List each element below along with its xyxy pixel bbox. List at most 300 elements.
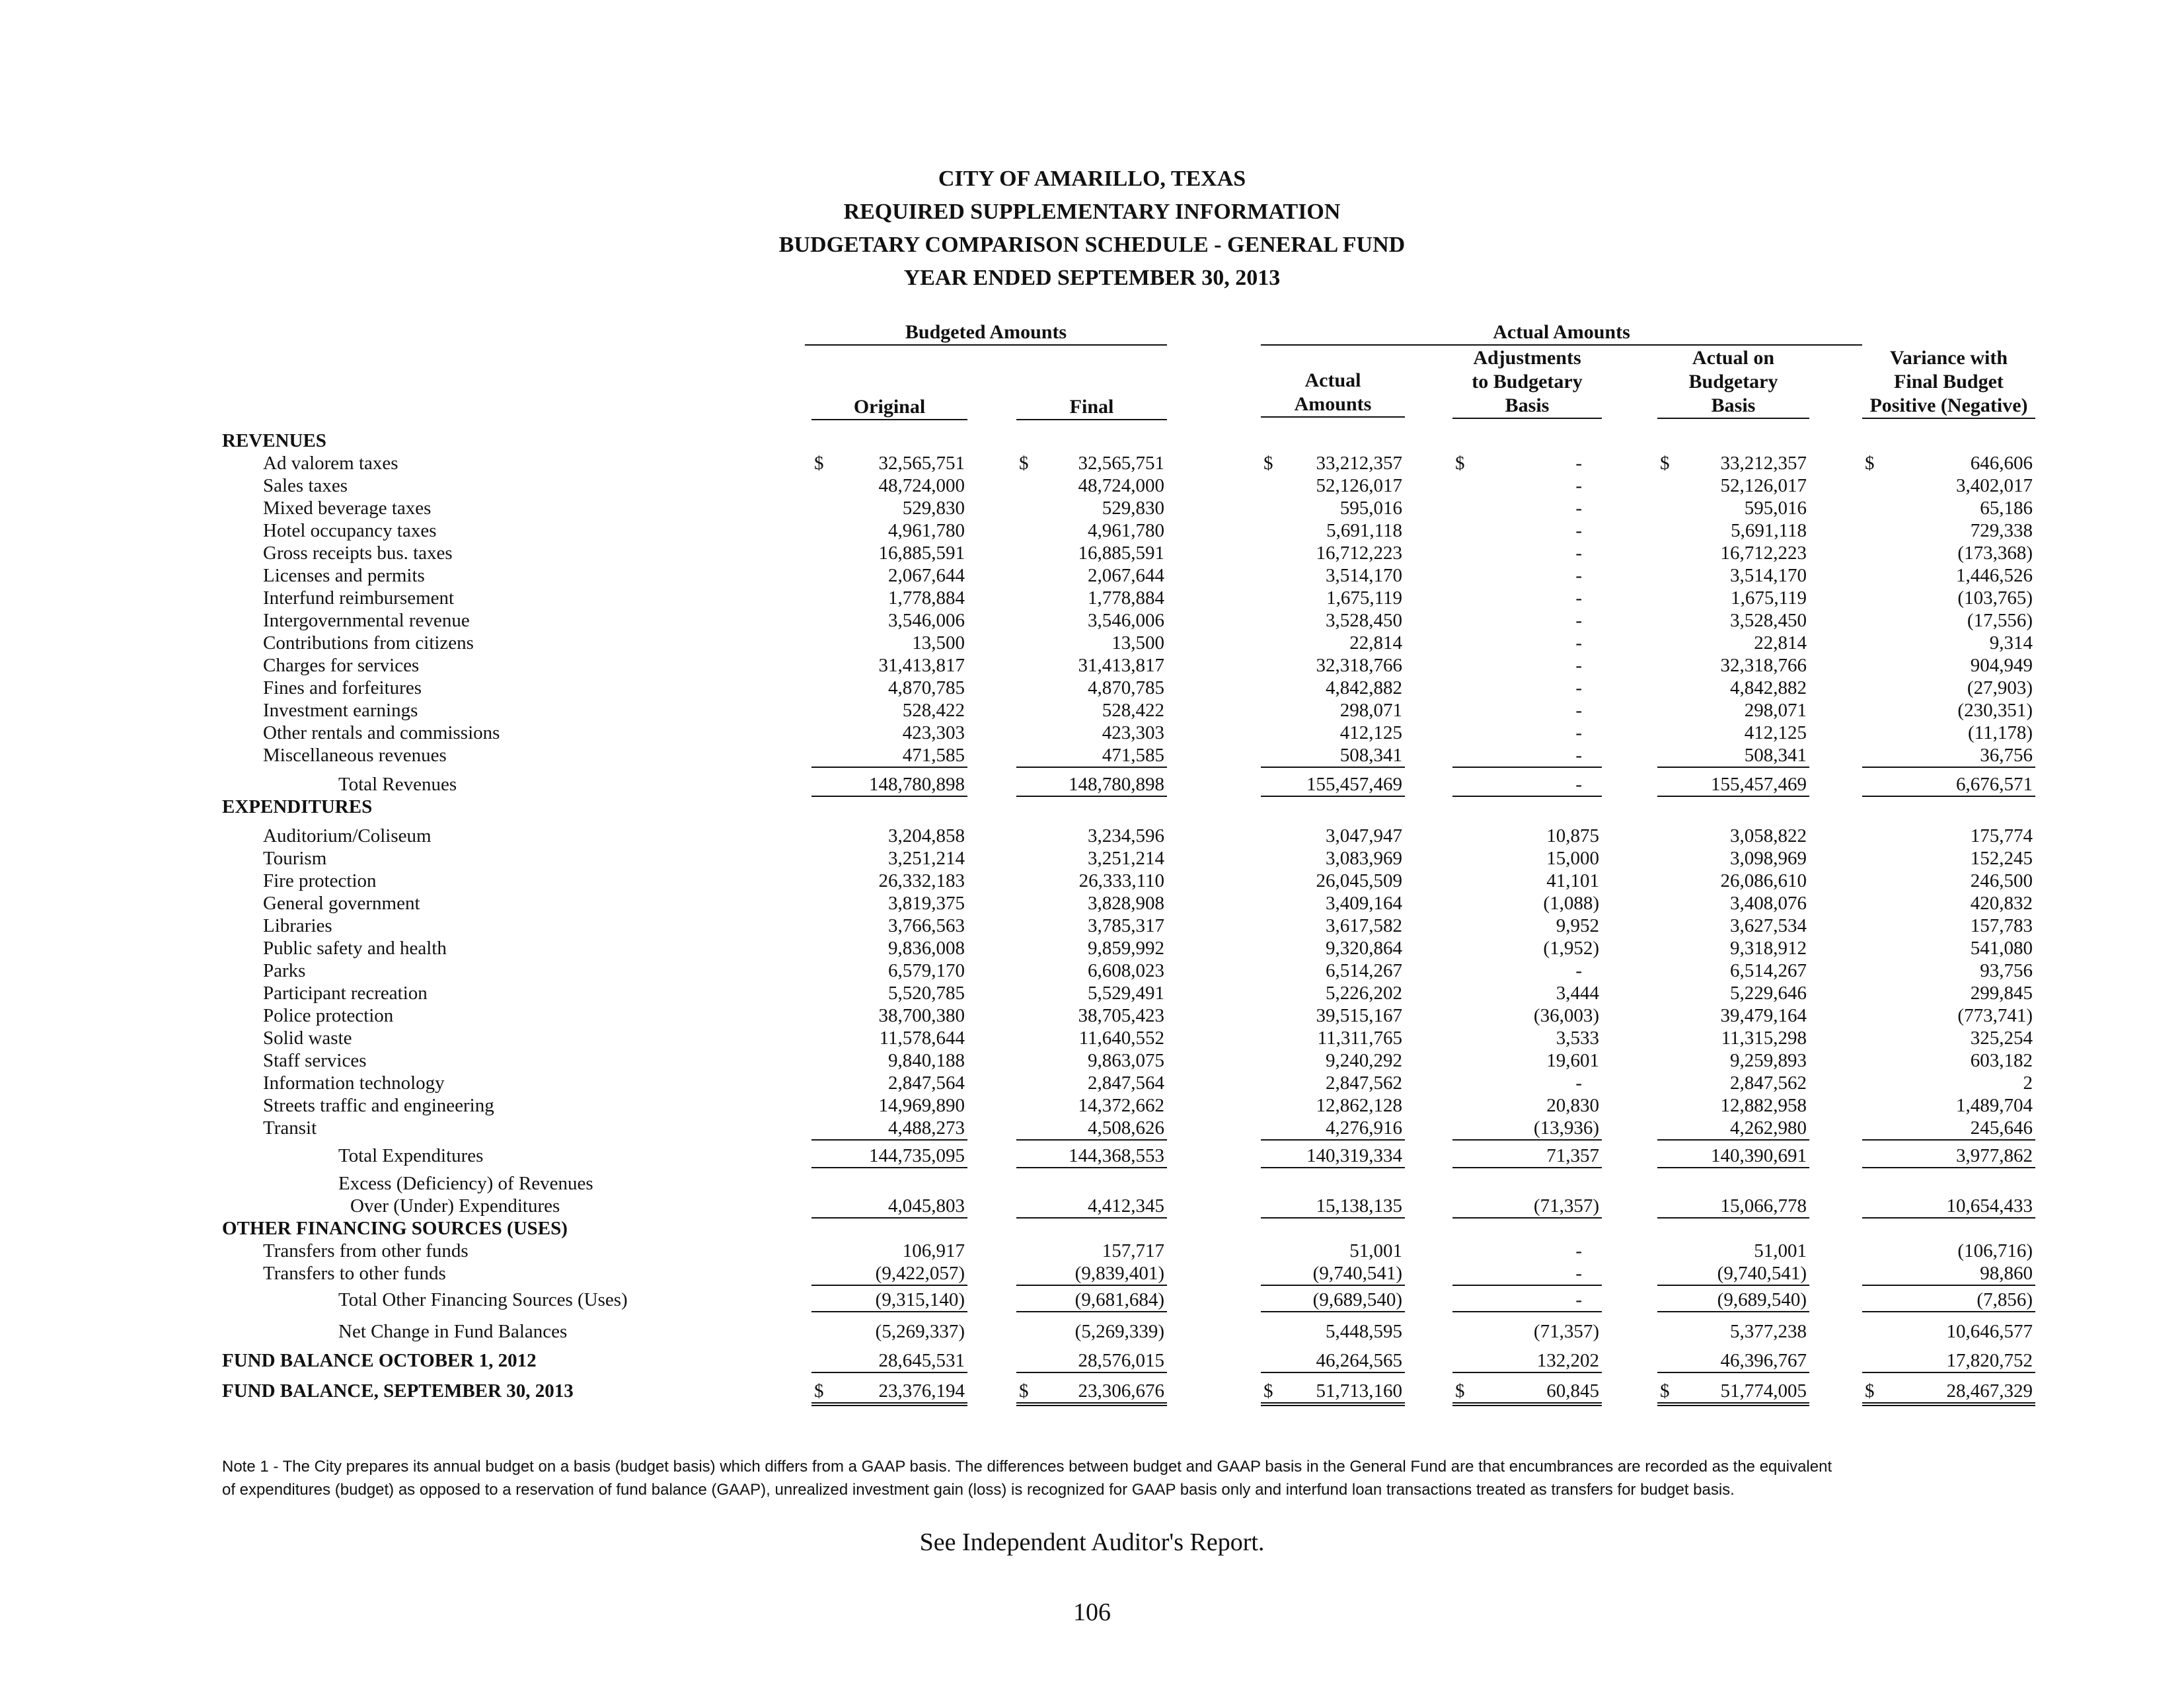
cell-value: 3,533 — [1556, 1028, 1599, 1049]
table-cell — [1657, 937, 1809, 959]
cell-value: 28,467,329 — [1946, 1380, 2033, 1402]
cell-value: 3,977,862 — [1956, 1145, 2033, 1166]
table-cell — [1261, 474, 1405, 497]
table-cell — [1016, 744, 1167, 768]
cell-value: 1,489,704 — [1956, 1095, 2033, 1116]
cell-value: - — [1575, 774, 1582, 795]
cell-value: 3,444 — [1556, 983, 1599, 1004]
cell-value: 595,016 — [1339, 498, 1402, 519]
cell-value: 6,579,170 — [888, 960, 965, 981]
table-cell — [1452, 1262, 1602, 1286]
cell-value: 28,645,531 — [878, 1350, 965, 1371]
table-cell — [1016, 722, 1167, 744]
table-cell — [1862, 609, 2035, 632]
table-cell — [811, 773, 967, 797]
row-label: Investment earnings — [263, 700, 418, 721]
table-cell — [1452, 474, 1602, 497]
table-cell — [1657, 1145, 1809, 1168]
table-row — [0, 587, 2184, 609]
cell-value: 11,640,552 — [1078, 1028, 1164, 1049]
table-cell — [1862, 519, 2035, 542]
table-row — [0, 870, 2184, 892]
table-cell — [1862, 654, 2035, 677]
table-cell — [811, 564, 967, 587]
cell-value: - — [1575, 520, 1582, 541]
cell-value: (71,357) — [1533, 1321, 1599, 1342]
dollar-sign: $ — [1263, 453, 1273, 474]
cell-value: 9,863,075 — [1088, 1050, 1164, 1071]
cell-value: - — [1575, 1289, 1582, 1310]
table-row — [0, 654, 2184, 677]
cell-value: 4,045,803 — [888, 1195, 965, 1217]
cell-value: 48,724,000 — [1078, 475, 1164, 496]
row-label: Transit — [263, 1117, 317, 1139]
row-label: Police protection — [263, 1005, 394, 1026]
cell-value: 5,377,238 — [1730, 1321, 1807, 1342]
table-row — [0, 1262, 2184, 1285]
cell-value: 2,847,564 — [888, 1072, 965, 1094]
table-cell — [811, 519, 967, 542]
table-row — [0, 452, 2184, 474]
cell-value: 46,264,565 — [1316, 1350, 1402, 1371]
cell-value: 14,372,662 — [1078, 1095, 1164, 1116]
cell-value: 16,712,223 — [1316, 543, 1402, 564]
cell-value: 423,303 — [1102, 722, 1164, 743]
cell-value: 9,318,912 — [1730, 938, 1807, 959]
table-cell — [1657, 542, 1809, 564]
cell-value: 38,705,423 — [1078, 1005, 1164, 1026]
table-cell — [1452, 744, 1602, 768]
table-cell — [1261, 773, 1405, 797]
cell-value: (9,740,541) — [1312, 1263, 1402, 1284]
cell-value: 13,500 — [912, 632, 965, 654]
table-row — [0, 915, 2184, 937]
cell-value: 17,820,752 — [1946, 1350, 2033, 1371]
table-cell — [1016, 677, 1167, 699]
table-cell — [1657, 1262, 1809, 1286]
table-cell — [811, 1117, 967, 1141]
cell-value: 155,457,469 — [1711, 774, 1807, 795]
cell-value: - — [1575, 655, 1582, 676]
table-cell — [811, 497, 967, 519]
table-cell — [1657, 1072, 1809, 1094]
cell-value: (71,357) — [1533, 1195, 1599, 1217]
table-cell — [1657, 959, 1809, 982]
cell-value: 10,646,577 — [1946, 1321, 2033, 1342]
table-cell — [1016, 915, 1167, 937]
cell-value: 11,311,765 — [1317, 1028, 1402, 1049]
table-cell — [1862, 722, 2035, 744]
table-cell — [1657, 497, 1809, 519]
cell-value: 148,780,898 — [1069, 774, 1164, 795]
table-row — [0, 699, 2184, 722]
cell-value: 3,251,214 — [1088, 848, 1164, 869]
cell-value: 12,862,128 — [1316, 1095, 1402, 1116]
cell-value: 32,318,766 — [1316, 655, 1402, 676]
table-cell — [1261, 609, 1405, 632]
table-cell — [1862, 452, 2035, 474]
cell-value: 9,320,864 — [1326, 938, 1402, 959]
table-cell — [811, 699, 967, 722]
cell-value: (9,689,540) — [1717, 1289, 1807, 1310]
table-row — [0, 1320, 2184, 1343]
table-cell — [1657, 915, 1809, 937]
cell-value: 528,422 — [902, 700, 965, 721]
cell-value: - — [1575, 1263, 1582, 1284]
table-cell — [1452, 1049, 1602, 1072]
group-budgeted-rule — [805, 344, 1167, 346]
table-cell — [811, 1004, 967, 1027]
table-row — [0, 564, 2184, 587]
page-number: 106 — [1073, 1598, 1111, 1626]
cell-value: 246,500 — [1970, 870, 2033, 891]
table-cell — [1261, 744, 1405, 768]
cell-value: (1,088) — [1543, 893, 1599, 914]
table-cell — [1016, 1004, 1167, 1027]
table-cell — [1261, 677, 1405, 699]
cell-value: 5,226,202 — [1326, 983, 1402, 1004]
cell-value: 6,514,267 — [1326, 960, 1402, 981]
cell-value: 5,691,118 — [1326, 520, 1402, 541]
table-cell — [1452, 982, 1602, 1004]
table-cell — [1261, 1049, 1405, 1072]
table-cell — [1452, 677, 1602, 699]
table-cell — [1657, 519, 1809, 542]
cell-value: 3,514,170 — [1730, 565, 1807, 586]
cell-value: 6,514,267 — [1730, 960, 1807, 981]
cell-value: (27,903) — [1967, 677, 2033, 698]
table-cell — [1862, 677, 2035, 699]
cell-value: 471,585 — [902, 745, 965, 766]
table-cell — [1862, 1349, 2035, 1373]
cell-value: 3,402,017 — [1956, 475, 2033, 496]
col-original-header: Original — [811, 395, 967, 420]
table-cell — [811, 677, 967, 699]
cell-value: 4,961,780 — [888, 520, 965, 541]
col-budgetary-basis-header: Actual on Budgetary Basis — [1657, 346, 1809, 419]
cell-value: 603,182 — [1970, 1050, 2033, 1071]
table-cell — [811, 1289, 967, 1312]
cell-value: 93,756 — [1980, 960, 2033, 981]
cell-value: 15,066,778 — [1720, 1195, 1807, 1217]
cell-value: 175,774 — [1970, 825, 2033, 846]
table-cell — [1452, 497, 1602, 519]
row-label: Fines and forfeitures — [263, 677, 422, 698]
table-cell — [811, 542, 967, 564]
table-row — [0, 1145, 2184, 1167]
cell-value: 4,508,626 — [1088, 1117, 1164, 1139]
cell-value: 412,125 — [1339, 722, 1402, 743]
table-cell — [811, 847, 967, 870]
cell-value: (9,315,140) — [875, 1289, 965, 1310]
cell-value: 14,969,890 — [878, 1095, 965, 1116]
cell-value: 60,845 — [1546, 1380, 1599, 1402]
table-cell — [1862, 632, 2035, 654]
table-cell — [1452, 773, 1602, 797]
table-cell — [1657, 1195, 1809, 1219]
table-cell — [1452, 870, 1602, 892]
cell-value: (106,716) — [1957, 1240, 2033, 1261]
table-row — [0, 1049, 2184, 1072]
table-cell — [1016, 959, 1167, 982]
table-cell — [1657, 452, 1809, 474]
cell-value: 5,520,785 — [888, 983, 965, 1004]
col-variance-header: Variance with Final Budget Positive (Negative) — [1862, 346, 2035, 419]
table-cell — [1016, 1117, 1167, 1141]
cell-value: 3,204,858 — [888, 825, 965, 846]
table-cell — [1452, 1072, 1602, 1094]
table-cell — [811, 959, 967, 982]
row-label: Charges for services — [263, 655, 420, 676]
cell-value: 529,830 — [902, 498, 965, 519]
table-cell — [1261, 982, 1405, 1004]
table-cell — [1657, 825, 1809, 847]
table-cell — [1016, 1195, 1167, 1219]
table-cell — [1862, 1380, 2035, 1406]
cell-value: 904,949 — [1970, 655, 2033, 676]
table-cell — [1261, 452, 1405, 474]
cell-value: 2,847,564 — [1088, 1072, 1164, 1094]
row-label: General government — [263, 893, 420, 914]
table-cell — [1261, 959, 1405, 982]
table-row — [0, 744, 2184, 767]
table-row — [0, 474, 2184, 497]
cell-value: 595,016 — [1744, 498, 1807, 519]
table-cell — [1657, 1380, 1809, 1406]
table-cell — [1862, 1240, 2035, 1262]
cell-value: 3,546,006 — [1088, 610, 1164, 631]
cell-value: - — [1575, 453, 1582, 474]
cell-value: 4,412,345 — [1088, 1195, 1164, 1217]
table-cell — [1261, 847, 1405, 870]
cell-value: 51,001 — [1349, 1240, 1402, 1261]
cell-value: 471,585 — [1102, 745, 1164, 766]
cell-value: 541,080 — [1970, 938, 2033, 959]
cell-value: 13,500 — [1111, 632, 1164, 654]
cell-value: 4,262,980 — [1730, 1117, 1807, 1139]
cell-value: 5,691,118 — [1731, 520, 1807, 541]
table-cell — [1452, 1145, 1602, 1168]
table-cell — [1016, 1094, 1167, 1117]
table-row — [0, 497, 2184, 519]
cell-value: 4,842,882 — [1326, 677, 1402, 698]
table-cell — [811, 982, 967, 1004]
table-cell — [1261, 915, 1405, 937]
col-final-header: Final — [1016, 395, 1167, 420]
table-cell — [1452, 1289, 1602, 1312]
dollar-sign: $ — [1865, 453, 1875, 474]
cell-value: 528,422 — [1102, 700, 1164, 721]
cell-value: 3,627,534 — [1730, 915, 1807, 936]
table-cell — [1261, 1380, 1405, 1406]
cell-value: (9,689,540) — [1312, 1289, 1402, 1310]
table-cell — [1657, 1049, 1809, 1072]
cell-value: 23,306,676 — [1078, 1380, 1164, 1402]
cell-value: 98,860 — [1980, 1263, 2033, 1284]
cell-value: 71,357 — [1546, 1145, 1599, 1166]
table-row — [0, 1027, 2184, 1049]
table-cell — [1657, 847, 1809, 870]
cell-value: 157,783 — [1970, 915, 2033, 936]
cell-value: 132,202 — [1536, 1350, 1599, 1371]
table-cell — [1657, 1320, 1809, 1343]
table-cell — [1452, 564, 1602, 587]
cell-value: (7,856) — [1977, 1289, 2033, 1310]
cell-value: - — [1575, 475, 1582, 496]
table-cell — [1016, 1049, 1167, 1072]
table-cell — [1452, 542, 1602, 564]
cell-value: 51,001 — [1754, 1240, 1807, 1261]
cell-value: 3,819,375 — [888, 893, 965, 914]
row-label: REVENUES — [222, 430, 326, 451]
table-row — [0, 722, 2184, 744]
cell-value: 22,814 — [1754, 632, 1807, 654]
cell-value: 155,457,469 — [1306, 774, 1402, 795]
cell-value: 729,338 — [1970, 520, 2033, 541]
row-label: Intergovernmental revenue — [263, 610, 470, 631]
table-row — [0, 1380, 2184, 1402]
cell-value: 26,332,183 — [878, 870, 965, 891]
cell-value: 3,047,947 — [1326, 825, 1402, 846]
cell-value: 3,528,450 — [1730, 610, 1807, 631]
table-cell — [1862, 847, 2035, 870]
footnote-line-1: Note 1 - The City prepares its annual budget on a basis (budget basis) which differs from a GAAP basis. The differences between budget and GAAP basis in the General Fund are that encumbrances are recorded as the equivalent — [222, 1458, 1832, 1476]
table-cell — [1862, 892, 2035, 915]
title-schedule: BUDGETARY COMPARISON SCHEDULE - GENERAL FUND — [778, 233, 1406, 257]
table-cell — [811, 1195, 967, 1219]
cell-value: 32,565,751 — [1078, 453, 1164, 474]
cell-value: (1,952) — [1543, 938, 1599, 959]
cell-value: 5,448,595 — [1326, 1321, 1402, 1342]
cell-value: 46,396,767 — [1720, 1350, 1807, 1371]
cell-value: 140,319,334 — [1306, 1145, 1402, 1166]
table-cell — [811, 825, 967, 847]
table-row — [0, 937, 2184, 959]
table-cell — [1452, 937, 1602, 959]
cell-value: 32,565,751 — [878, 453, 965, 474]
cell-value: 3,528,450 — [1326, 610, 1402, 631]
cell-value: 3,785,317 — [1088, 915, 1164, 936]
table-cell — [1261, 632, 1405, 654]
cell-value: 12,882,958 — [1720, 1095, 1807, 1116]
cell-value: (11,178) — [1968, 722, 2033, 743]
cell-value: 2 — [2023, 1072, 2033, 1094]
cell-value: - — [1575, 722, 1582, 743]
cell-value: (173,368) — [1957, 543, 2033, 564]
cell-value: 3,098,969 — [1730, 848, 1807, 869]
cell-value: 5,529,491 — [1088, 983, 1164, 1004]
table-cell — [811, 915, 967, 937]
title-city: CITY OF AMARILLO, TEXAS — [938, 167, 1246, 191]
table-cell — [1261, 1262, 1405, 1286]
table-cell — [1862, 982, 2035, 1004]
table-cell — [1452, 892, 1602, 915]
cell-value: 23,376,194 — [878, 1380, 965, 1402]
table-row — [0, 773, 2184, 796]
table-cell — [1016, 937, 1167, 959]
table-cell — [1657, 699, 1809, 722]
cell-value: 9,314 — [1989, 632, 2033, 654]
table-cell — [1862, 1289, 2035, 1312]
table-cell — [1261, 1349, 1405, 1373]
cell-value: 52,126,017 — [1720, 475, 1807, 496]
cell-value: 9,859,992 — [1088, 938, 1164, 959]
table-cell — [1452, 825, 1602, 847]
table-cell — [1261, 937, 1405, 959]
table-cell — [1452, 699, 1602, 722]
cell-value: 10,875 — [1546, 825, 1599, 846]
cell-value: 65,186 — [1980, 498, 2033, 519]
table-cell — [1016, 870, 1167, 892]
dollar-sign: $ — [1865, 1380, 1875, 1402]
cell-value: (5,269,339) — [1074, 1321, 1164, 1342]
row-label: Parks — [263, 960, 306, 981]
cell-value: 508,341 — [1744, 745, 1807, 766]
dollar-sign: $ — [1660, 453, 1670, 474]
row-label: Excess (Deficiency) of Revenues — [338, 1173, 593, 1194]
table-cell — [1657, 982, 1809, 1004]
table-cell — [1862, 474, 2035, 497]
row-label: Contributions from citizens — [263, 632, 474, 654]
row-label: Interfund reimbursement — [263, 587, 455, 609]
table-row — [0, 519, 2184, 542]
table-cell — [1657, 1289, 1809, 1312]
table-row — [0, 1349, 2184, 1372]
see-auditors-report: See Independent Auditor's Report. — [919, 1528, 1265, 1556]
table-cell — [1862, 1049, 2035, 1072]
dollar-sign: $ — [814, 453, 824, 474]
table-cell — [1016, 632, 1167, 654]
cell-value: 31,413,817 — [878, 655, 965, 676]
table-cell — [1016, 654, 1167, 677]
table-cell — [1016, 1072, 1167, 1094]
table-cell — [1016, 892, 1167, 915]
cell-value: 10,654,433 — [1946, 1195, 2033, 1217]
cell-value: 16,712,223 — [1720, 543, 1807, 564]
cell-value: 26,086,610 — [1720, 870, 1807, 891]
col-actual-header: Actual Amounts — [1261, 369, 1405, 418]
cell-value: 26,045,509 — [1316, 870, 1402, 891]
row-label: Gross receipts bus. taxes — [263, 543, 453, 564]
table-cell — [811, 1320, 967, 1343]
dollar-sign: $ — [814, 1380, 824, 1402]
cell-value: 5,229,646 — [1730, 983, 1807, 1004]
cell-value: 16,885,591 — [878, 543, 965, 564]
table-cell — [1452, 1004, 1602, 1027]
table-cell — [1016, 982, 1167, 1004]
row-label: Licenses and permits — [263, 565, 425, 586]
table-cell — [811, 1094, 967, 1117]
table-row — [0, 609, 2184, 632]
table-cell — [811, 632, 967, 654]
cell-value: 11,315,298 — [1721, 1028, 1807, 1049]
cell-value: (5,269,337) — [875, 1321, 965, 1342]
table-row — [0, 1172, 2184, 1195]
table-cell — [1657, 1004, 1809, 1027]
table-cell — [1452, 654, 1602, 677]
cell-value: 33,212,357 — [1720, 453, 1807, 474]
cell-value: 28,576,015 — [1078, 1350, 1164, 1371]
table-cell — [1657, 609, 1809, 632]
table-cell — [1261, 1027, 1405, 1049]
cell-value: 2,067,644 — [888, 565, 965, 586]
row-label: FUND BALANCE OCTOBER 1, 2012 — [222, 1350, 537, 1371]
table-cell — [1016, 1349, 1167, 1373]
cell-value: 3,828,908 — [1088, 893, 1164, 914]
table-cell — [811, 1049, 967, 1072]
row-label: Other rentals and commissions — [263, 722, 500, 743]
section-heading — [0, 1217, 2184, 1240]
